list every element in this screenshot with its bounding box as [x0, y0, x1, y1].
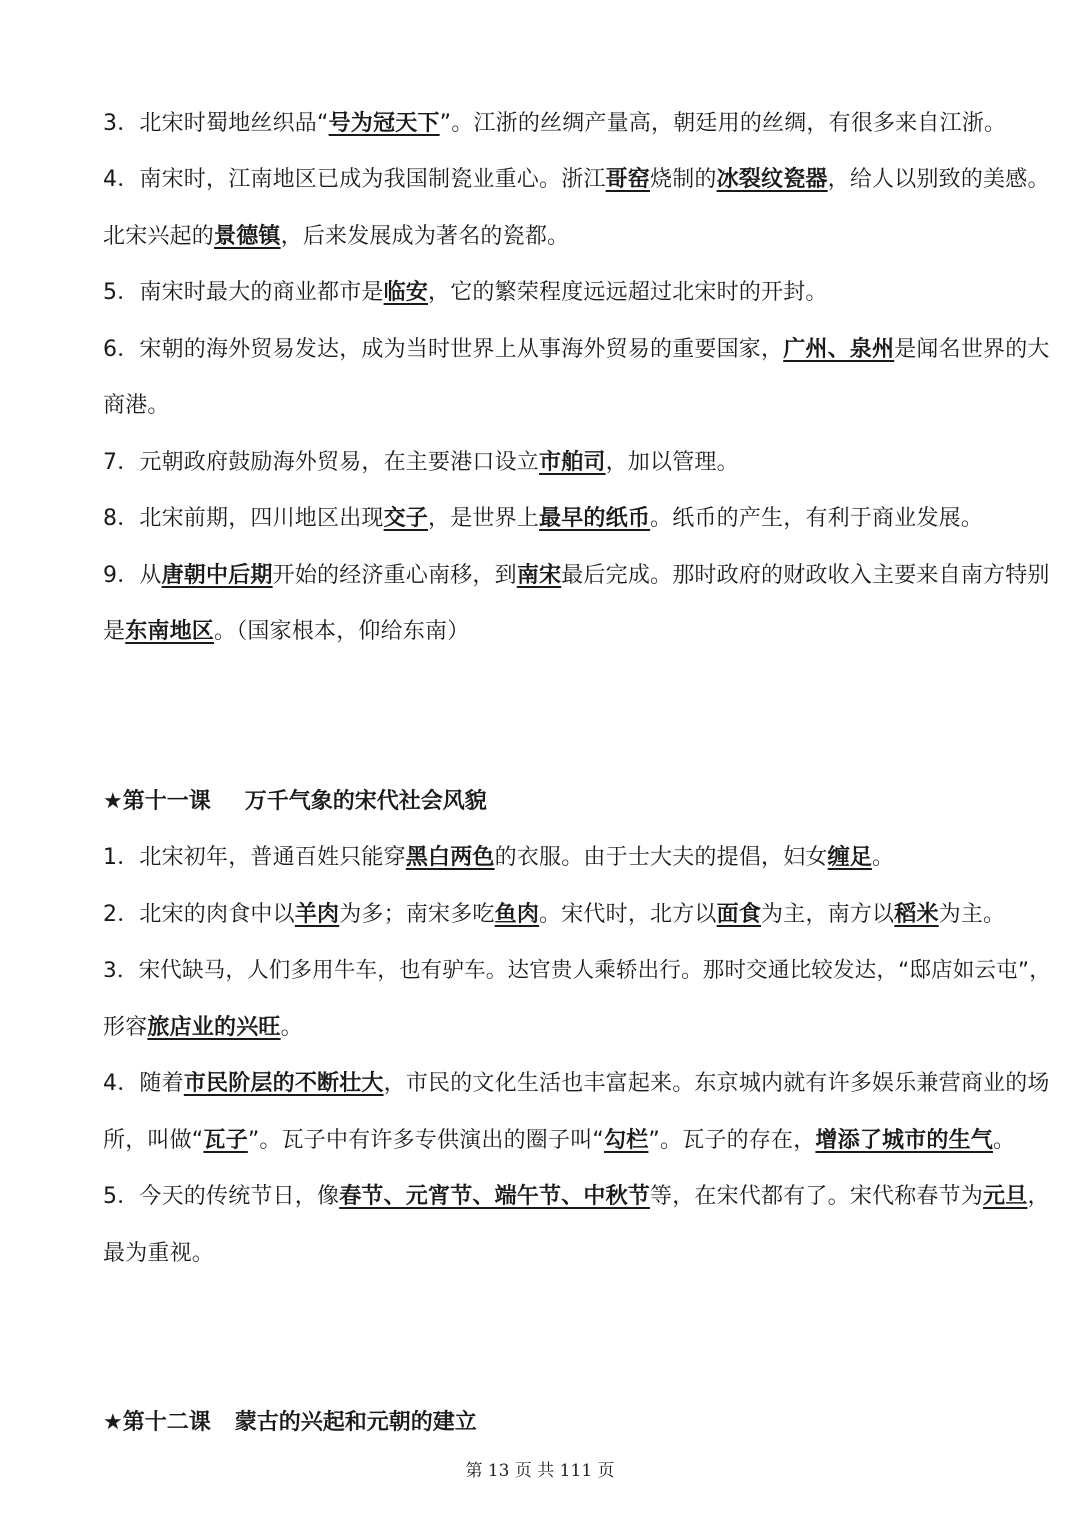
s11-item1-line1: 1．北宋初年，普通百姓只能穿黑白两色的衣服。由于士大夫的提倡，妇女缠足。 [103, 845, 895, 870]
keyword: 勾栏 [604, 1128, 649, 1153]
s10-item6-line1: 6．宋朝的海外贸易发达，成为当时世界上从事海外贸易的重要国家，广州、泉州是闻名世界的大 [103, 337, 1050, 362]
keyword: 临安 [383, 280, 429, 305]
s10-item4-line1: 4．南宋时，江南地区已成为我国制瓷业重心。浙江哥窑烧制的冰裂纹瓷器，给人以别致的美感。 [103, 167, 1050, 192]
keyword: 元旦 [983, 1184, 1028, 1209]
page-number-footer: 第 13 页 共 111 页 [465, 1461, 615, 1481]
keyword: 最早的纸币 [539, 506, 651, 531]
lesson-title: 蒙古的兴起和元朝的建立 [234, 1410, 477, 1435]
lesson-number: ★第十一课 [103, 789, 211, 814]
keyword: 东南地区 [125, 619, 215, 644]
keyword: 南宋 [516, 563, 562, 588]
s10-item8-line1: 8．北宋前期，四川地区出现交子，是世界上最早的纸币。纸币的产生，有利于商业发展。 [103, 506, 984, 531]
keyword: 哥窑 [605, 167, 651, 192]
s11-item4-line1: 4．随着市民阶层的不断壮大，市民的文化生活也丰富起来。东京城内就有许多娱乐兼营商业的场 [103, 1071, 1050, 1096]
keyword: 景德镇 [214, 224, 281, 249]
keyword: 缠足 [827, 845, 873, 870]
section-11-heading [103, 787, 487, 817]
keyword: 市民阶层的不断壮大 [183, 1071, 384, 1096]
keyword: 交子 [383, 506, 429, 531]
s10-item7-line1: 7．元朝政府鼓励海外贸易，在主要港口设立市舶司，加以管理。 [103, 450, 739, 475]
s10-item3-line1: 3．北宋时蜀地丝织品“号为冠天下”。江浙的丝绸产量高，朝廷用的丝绸，有很多来自江浙。 [103, 111, 1007, 136]
keyword: 瓦子 [203, 1128, 248, 1153]
lesson-number: ★第十二课 [103, 1410, 211, 1435]
lesson-title: 万千气象的宋代社会风貌 [244, 789, 487, 814]
s10-item6-line2: 商港。 [103, 393, 170, 418]
s11-item5-line1: 5．今天的传统节日，像春节、元宵节、端午节、中秋节等，在宋代都有了。宋代称春节为元旦， [103, 1184, 1050, 1209]
s11-item2-line1: 2．北宋的肉食中以羊肉为多；南宋多吃鱼肉。宋代时，北方以面食为主，南方以稻米为主。 [103, 902, 1006, 927]
keyword: 冰裂纹瓷器 [716, 167, 828, 192]
keyword: 广州、泉州 [783, 337, 895, 362]
keyword: 面食 [716, 902, 762, 927]
s10-item9-line1: 9．从唐朝中后期开始的经济重心南移，到南宋最后完成。那时政府的财政收入主要来自南方特别 [103, 563, 1050, 588]
keyword: 春节、元宵节、端午节、中秋节 [339, 1184, 651, 1209]
s10-item5-line1: 5．南宋时最大的商业都市是临安，它的繁荣程度远远超过北宋时的开封。 [103, 280, 828, 305]
section-12-heading [103, 1408, 477, 1438]
keyword: 鱼肉 [494, 902, 540, 927]
keyword: 市舶司 [539, 450, 606, 475]
s10-item9-line2: 是东南地区。（国家根本，仰给东南） [103, 619, 470, 644]
keyword: 增添了城市的生气 [815, 1128, 994, 1153]
s11-item4-line2: 所，叫做“瓦子”。瓦子中有许多专供演出的圈子叫“勾栏”。瓦子的存在，增添了城市的生气。 [103, 1128, 1016, 1153]
s11-item5-line2: 最为重视。 [103, 1241, 215, 1266]
s10-item4-line2: 北宋兴起的景德镇，后来发展成为著名的瓷都。 [103, 224, 570, 249]
keyword: 羊肉 [294, 902, 340, 927]
keyword: 稻米 [894, 902, 939, 927]
keyword: 号为冠天下 [328, 111, 440, 136]
s11-item3-line1: 3．宋代缺马，人们多用牛车，也有驴车。达官贵人乘轿出行。那时交通比较发达，“邸店如云屯”， [103, 958, 1051, 983]
keyword: 唐朝中后期 [161, 563, 273, 588]
keyword: 旅店业的兴旺 [147, 1015, 281, 1040]
s11-item3-line2: 形容旅店业的兴旺。 [103, 1015, 303, 1040]
keyword: 黑白两色 [405, 845, 495, 870]
